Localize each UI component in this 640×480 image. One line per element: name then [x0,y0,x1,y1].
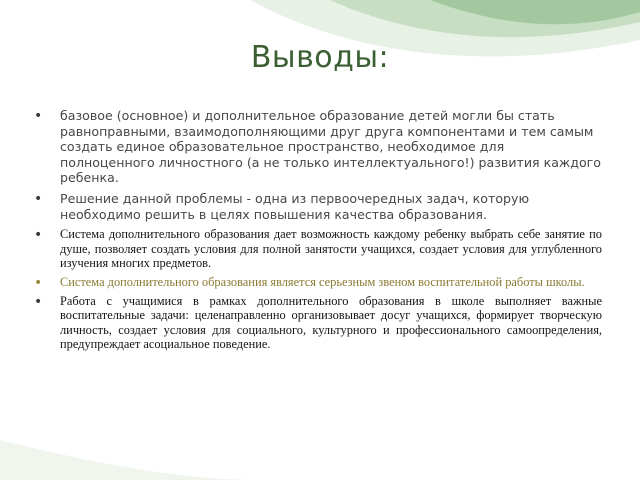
bullet-text: Работа с учащимися в рамках дополнительного образования в школе выполняет важные воспитательные задачи: целенаправленно организовывает досуг учащихся, формирует творческую личность, создает условия для социального, культурного и профессионального самоопределения, предупреждает асоциальное поведение. [60,293,602,352]
bullet-item [34,275,602,290]
bullet-dot-icon: • [34,108,43,124]
bullet-item [34,191,602,222]
slide-title: Выводы: [250,40,390,75]
bullet-item [34,227,602,271]
bullet-text: Решение данной проблемы - одна из первоочередных задач, которую необходимо решить в целях повышения качества образования. [60,190,530,222]
bullet-text: Система дополнительного образования является серьезным звеном воспитательной работы школы. [60,274,585,289]
bullet-dot-icon: • [34,293,43,310]
bullet-text: базовое (основное) и дополнительное образование детей могли бы стать равноправными, взаимодополняющими друг друга компонентами и тем самым создать единое образовательное пространство, необходимое для полноценного личностного (а не только интеллектуального!) развития каждого ребенка. [60,108,602,186]
bullet-list [34,108,602,352]
bullet-text: Система дополнительного образования дает возможность каждому ребенку выбрать себе занятие по душе, позволяет создать условия для полной занятости учащихся, создает условия для углубленного изучения многих предметов. [60,227,602,271]
bullet-dot-icon: • [34,274,43,291]
swoosh-bottom-left [0,440,260,480]
bullet-dot-icon: • [34,190,43,207]
bullet-item [34,294,602,352]
bullet-item [34,108,602,186]
bullet-dot-icon: • [34,227,43,244]
